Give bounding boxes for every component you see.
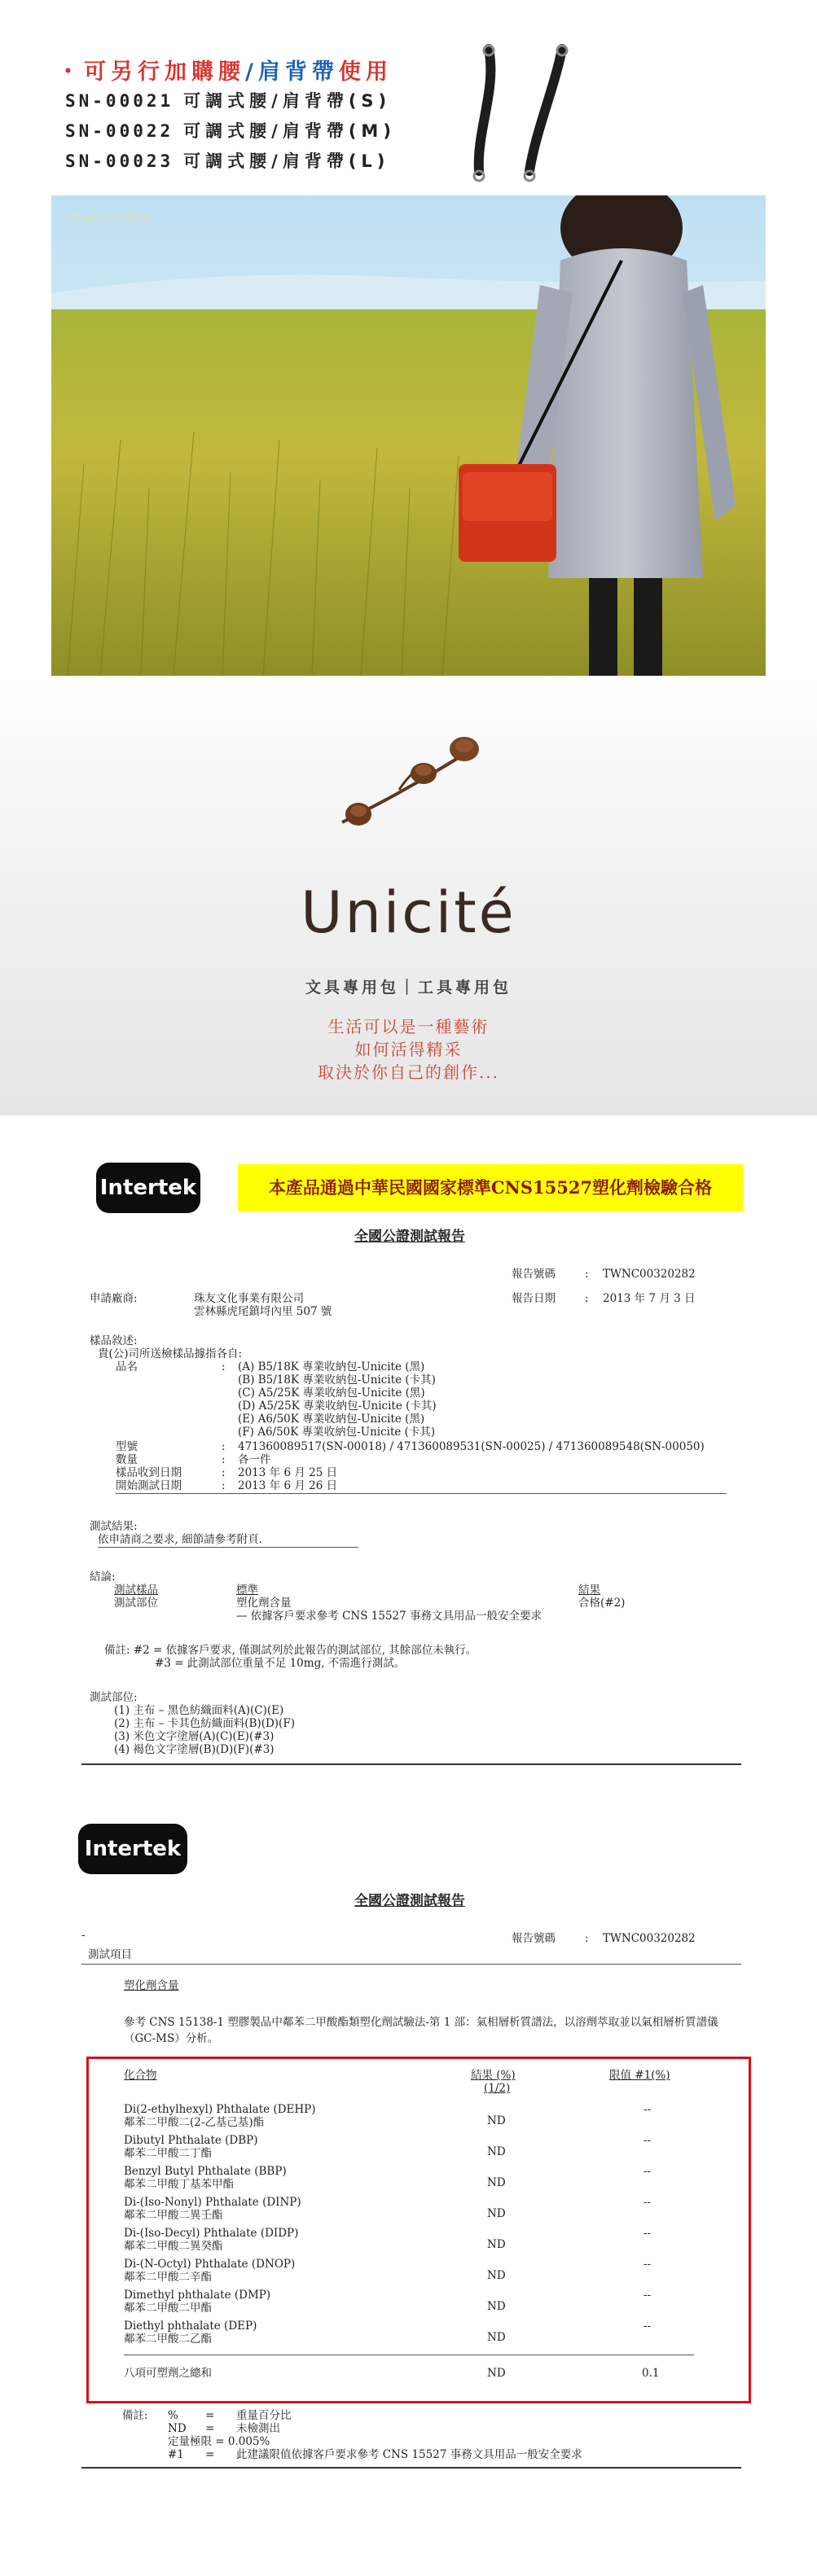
- strap-line-m: [65, 118, 396, 142]
- table-row-compound-en: Di-(Iso-Decyl) Phthalate (DIDP): [124, 2227, 299, 2240]
- table-row-compound-en: Diethyl phthalate (DEP): [124, 2320, 257, 2333]
- test-result-text: 依申請商之要求, 細節請參考附頁.: [98, 1533, 262, 1546]
- test-parts-label: 測試部位:: [90, 1691, 138, 1704]
- test-part-item: (3) 米色文字塗層(A)(C)(E)(#3): [114, 1730, 275, 1743]
- note-value: 重量百分比: [236, 2409, 292, 2422]
- title-prefix: 可另行加購: [84, 59, 218, 85]
- table-row-compound-en: Di-(N-Octyl) Phthalate (DNOP): [124, 2258, 296, 2271]
- table-row-compound-zh: 鄰苯二甲酸二丁酯: [124, 2147, 212, 2160]
- table-row-result: ND: [487, 2145, 506, 2158]
- table-row-compound-zh: 鄰苯二甲酸二甲酯: [124, 2302, 212, 2315]
- report-no-label: 報告號碼: [512, 1932, 556, 1945]
- test-part-item: (2) 主布 – 卡其色紡織面料(B)(D)(F): [114, 1717, 295, 1730]
- sample-desc-label: 樣品敘述:: [90, 1334, 138, 1347]
- brand-tagline: 取決於你自己的創作...: [317, 1062, 500, 1082]
- conclusion-part: 測試部位: [114, 1597, 158, 1610]
- table-row-limit: --: [643, 2165, 652, 2178]
- strap-desc: 可調式腰/肩背帶(S): [183, 91, 392, 111]
- note-value: 此建議限值依據客戶要求參考 CNS 15527 事務文具用品一般安全要求: [236, 2448, 582, 2461]
- lifestyle-photo: [51, 195, 766, 676]
- table-row-limit: --: [643, 2258, 652, 2271]
- product-item: (A) B5/18K 專業收納包-Unicite (黑): [238, 1360, 425, 1373]
- table-row-limit: --: [643, 2134, 652, 2147]
- sample-intro: 貴(公)司所送檢樣品據指各自:: [98, 1347, 243, 1360]
- product-item: (E) A6/50K 專業收納包-Unicite (黑): [238, 1413, 425, 1426]
- strap-line-l: [65, 148, 389, 173]
- title-shoulder-strap: 肩背帶: [257, 59, 339, 85]
- conclusion-result: 合格(#2): [578, 1597, 626, 1610]
- report-date-label: 報告日期: [512, 1292, 556, 1305]
- product-item: (D) A5/25K 專業收納包-Unicite (卡其): [238, 1400, 437, 1413]
- col-compound: 化合物: [124, 2069, 157, 2082]
- certification-banner: 本產品通過中華民國國家標準CNS15527塑化劑檢驗合格: [238, 1164, 743, 1211]
- section-title: 塑化劑含量: [124, 1979, 179, 1992]
- col-limit: 限值 #1(%): [609, 2069, 670, 2082]
- remark-2: 備註: #2 = 依據客戶要求, 僅測試列於此報告的測試部位, 其餘部位未執行。: [104, 1644, 477, 1657]
- photo-scene: [51, 195, 766, 676]
- strap-title: [57, 54, 393, 85]
- note-value: 定量極限 = 0.005%: [168, 2435, 270, 2448]
- note-eq: =: [205, 2422, 215, 2435]
- table-row-compound-zh: 鄰苯二甲酸丁基苯甲酯: [124, 2178, 234, 2191]
- conclusion-col-standard: 標準: [236, 1584, 258, 1597]
- table-row-compound-en: Dimethyl phthalate (DMP): [124, 2289, 271, 2302]
- conclusion-col-sample: 測試樣品: [114, 1584, 158, 1597]
- strap-illustration: [464, 41, 611, 187]
- title-slash: /: [245, 59, 258, 85]
- note-eq: =: [205, 2409, 215, 2422]
- table-row-result: ND: [487, 2269, 506, 2282]
- table-row-limit: --: [643, 2227, 652, 2240]
- strap-line-s: [65, 88, 391, 112]
- total-limit: 0.1: [642, 2367, 660, 2380]
- applicant-name: 珠友文化事業有限公司: [194, 1292, 304, 1305]
- model-label: 型號: [116, 1440, 138, 1453]
- table-row-compound-en: Di(2-ethylhexyl) Phthalate (DEHP): [124, 2103, 316, 2116]
- note-key: ND: [168, 2422, 187, 2435]
- note-key: %: [168, 2409, 178, 2422]
- table-row-result: ND: [487, 2176, 506, 2189]
- intertek-logo: Intertek: [78, 1824, 187, 1874]
- title-dot: ・: [57, 59, 84, 85]
- table-row-compound-en: Benzyl Butyl Phthalate (BBP): [124, 2165, 287, 2178]
- strap-desc: 可調式腰/肩背帶(M): [183, 121, 396, 141]
- table-row-compound-zh: 鄰苯二甲酸二(2-乙基己基)酯: [124, 2116, 265, 2129]
- table-row-limit: --: [643, 2196, 652, 2209]
- product-item: (C) A5/25K 專業收納包-Unicite (黑): [238, 1387, 425, 1400]
- table-row-compound-zh: 鄰苯二甲酸二異癸酯: [124, 2240, 223, 2253]
- test-method: 參考 CNS 15138-1 塑膠製品中鄰苯二甲酸酯類塑化劑試驗法-第 1 部：氣相層析質譜法，以溶劑萃取並以氣相層析質譜儀（GC-MS）分析。: [124, 2016, 718, 2045]
- conclusion-label: 結論:: [90, 1571, 116, 1584]
- report-no-label: 報告號碼: [512, 1268, 556, 1281]
- photo-watermark-logo: Chuyu culture: [66, 212, 152, 224]
- qty-value: 各一件: [238, 1453, 271, 1466]
- col-result: 結果 (%): [471, 2069, 516, 2082]
- strap-code: SN-00023: [65, 151, 174, 171]
- product-item: (F) A6/50K 專業收納包-Unicite (卡其): [238, 1426, 436, 1439]
- qty-label: 數量: [116, 1453, 138, 1466]
- conclusion-col-result: 結果: [578, 1584, 600, 1597]
- test-part-item: (1) 主布 – 黑色紡織面料(A)(C)(E): [114, 1704, 284, 1717]
- note-key: #1: [168, 2448, 184, 2461]
- notes-label: 備註:: [122, 2409, 148, 2422]
- note-eq: =: [205, 2448, 215, 2461]
- test-part-item: (4) 褐色文字塗層(B)(D)(F)(#3): [114, 1743, 275, 1756]
- brand-name: Unicité: [301, 879, 516, 946]
- report-date: 2013 年 7 月 3 日: [603, 1292, 696, 1305]
- table-row-compound-en: Di-(Iso-Nonyl) Phthalate (DINP): [124, 2196, 301, 2209]
- received-date-label: 樣品收到日期: [116, 1466, 182, 1479]
- brand-subtitle: 文具專用包｜工具專用包: [305, 979, 512, 997]
- model-value: 471360089517(SN-00018) / 471360089531(SN-00025) / 471360089548(SN-00050): [238, 1440, 705, 1453]
- start-date: 2013 年 6 月 26 日: [238, 1479, 338, 1492]
- strap-desc: 可調式腰/肩背帶(L): [183, 151, 390, 171]
- intertek-logo: Intertek: [96, 1163, 200, 1213]
- conclusion-standard: 塑化劑含量: [236, 1597, 292, 1610]
- table-row-result: ND: [487, 2300, 506, 2313]
- table-row-result: ND: [487, 2114, 506, 2127]
- strap-code: SN-00022: [65, 121, 174, 141]
- table-row-compound-zh: 鄰苯二甲酸二辛酯: [124, 2271, 212, 2284]
- product-label: 品名: [116, 1360, 138, 1373]
- table-row-compound-zh: 鄰苯二甲酸二異壬酯: [124, 2209, 223, 2222]
- report-no: TWNC00320282: [603, 1932, 696, 1945]
- strap-section: [0, 0, 817, 195]
- note-value: 未檢測出: [236, 2422, 280, 2435]
- col-result-sub: (1/2): [484, 2082, 511, 2095]
- test-result-label: 測試結果:: [90, 1520, 138, 1533]
- total-result: ND: [487, 2367, 506, 2380]
- table-row-limit: --: [643, 2289, 652, 2302]
- applicant-label: 申請廠商:: [90, 1292, 138, 1305]
- report-title: 全國公證測試報告: [354, 1893, 465, 1909]
- table-row-limit: --: [643, 2103, 652, 2116]
- conclusion-standard-note: — 依據客戶要求參考 CNS 15527 事務文具用品一般安全要求: [236, 1610, 542, 1623]
- table-row-limit: --: [643, 2320, 652, 2333]
- title-waist: 腰: [218, 59, 245, 85]
- received-date: 2013 年 6 月 25 日: [238, 1466, 338, 1479]
- brand-tagline: 如何活得精采: [354, 1040, 463, 1059]
- total-label: 八項可塑劑之總和: [124, 2367, 212, 2380]
- report-no: TWNC00320282: [603, 1268, 696, 1281]
- remark-3: #3 = 此測試部位重量不足 10mg, 不需進行測試。: [155, 1657, 406, 1670]
- table-row-compound-zh: 鄰苯二甲酸二乙酯: [124, 2333, 212, 2346]
- start-date-label: 開始測試日期: [116, 1479, 182, 1492]
- table-row-result: ND: [487, 2238, 506, 2251]
- table-row-compound-en: Dibutyl Phthalate (DBP): [124, 2134, 258, 2147]
- pinecone-branch-icon: [326, 733, 489, 839]
- report-title: 全國公證測試報告: [354, 1229, 465, 1245]
- strap-code: SN-00021: [65, 91, 174, 111]
- applicant-address: 雲林縣虎尾鎮埒內里 507 號: [194, 1305, 332, 1318]
- brand-section: [0, 676, 817, 1115]
- product-item: (B) B5/18K 專業收納包-Unicite (卡其): [238, 1373, 436, 1387]
- brand-tagline: 生活可以是一種藝術: [327, 1017, 490, 1036]
- table-row-result: ND: [487, 2207, 506, 2220]
- table-row-result: ND: [487, 2331, 506, 2344]
- title-suffix: 使用: [338, 59, 393, 85]
- test-items-label: 測試項目: [88, 1948, 132, 1961]
